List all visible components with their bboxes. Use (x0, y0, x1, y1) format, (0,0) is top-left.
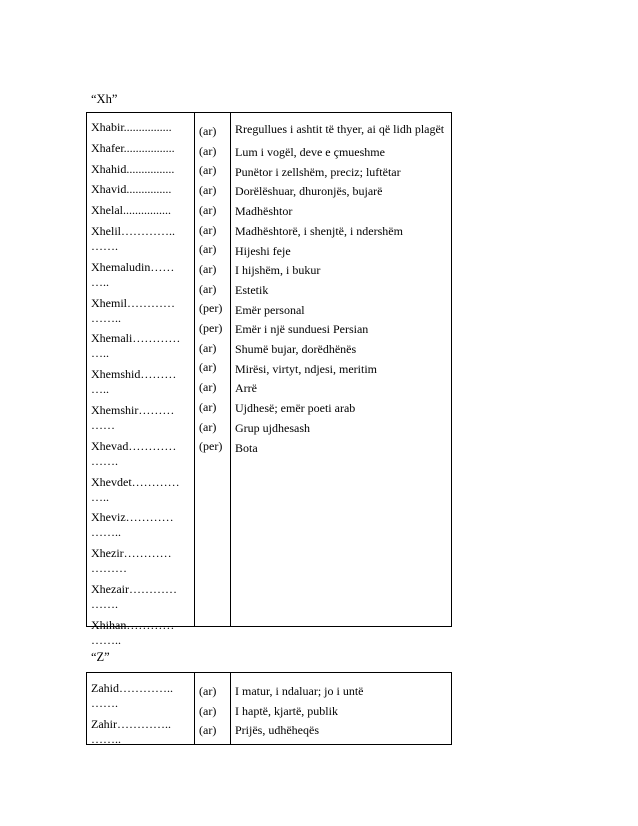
name-entry: Xhemshir……… …… (91, 402, 175, 432)
origin-entry: (per) (199, 301, 223, 316)
meaning-entry: I matur, i ndaluar; jo i untë (235, 684, 364, 698)
meaning-entry: Prijës, udhëheqës (235, 723, 319, 738)
meaning-column (231, 673, 451, 744)
name-entry: Xhemshid……… ….. (91, 367, 177, 397)
names-table-z (86, 672, 452, 745)
meaning-entry: Estetik (235, 282, 269, 297)
name-entry: Xhezir………… ……… (91, 546, 172, 576)
origin-entry: (ar) (199, 242, 217, 257)
origin-entry: (ar) (199, 183, 217, 198)
section-heading-xh: “Xh” (91, 92, 118, 106)
origin-entry: (ar) (199, 380, 217, 395)
meaning-entry: Dorëlëshuar, dhuronjës, bujarë (235, 184, 383, 199)
name-entry: Xhafer................. (91, 140, 175, 155)
origin-entry: (per) (199, 321, 223, 336)
name-entry: Xhemaludin…… ….. (91, 259, 175, 289)
origin-entry: (ar) (199, 360, 217, 375)
origin-entry: (ar) (199, 419, 217, 434)
origin-entry: (ar) (199, 163, 217, 178)
meaning-entry: Punëtor i zellshëm, preciz; luftëtar (235, 164, 401, 179)
name-entry: Xheviz………… …….. (91, 510, 174, 540)
origin-entry: (ar) (199, 222, 217, 237)
name-entry: Xhihan………… …….. (91, 617, 175, 647)
meaning-entry: I haptë, kjartë, publik (235, 703, 338, 718)
origin-entry: (ar) (199, 399, 217, 414)
name-entry: Xhemil………… …….. (91, 295, 175, 325)
name-entry: Xhevdet………… ….. (91, 474, 180, 504)
origin-entry: (ar) (199, 723, 217, 738)
origin-entry: (ar) (199, 143, 217, 158)
origin-column (195, 113, 231, 626)
name-column (87, 113, 195, 647)
name-column (87, 673, 195, 744)
names-table-xh (86, 112, 452, 647)
name-entry: Xhemali………… ….. (91, 331, 181, 361)
meaning-entry: Hijeshi feje (235, 243, 291, 258)
meaning-entry: Grup ujdhesash (235, 420, 310, 435)
name-entry: Zahir………….. …….. (91, 716, 171, 746)
origin-entry: (ar) (199, 261, 217, 276)
origin-column (195, 673, 231, 744)
name-entry: Xhavid............... (91, 182, 172, 197)
meaning-entry: Madhështorë, i shenjtë, i ndershëm (235, 223, 403, 238)
name-entry: Xhezair………… ……. (91, 581, 177, 611)
name-entry: Xhahid................ (91, 161, 175, 176)
origin-entry: (ar) (199, 703, 217, 718)
origin-entry: (ar) (199, 684, 217, 698)
section-heading-z: “Z” (91, 650, 110, 664)
name-entry: Xhevad………… ……. (91, 438, 177, 468)
meaning-entry: Mirësi, virtyt, ndjesi, meritim (235, 361, 377, 376)
origin-entry: (ar) (199, 124, 217, 138)
name-entry: Xhabir................ (91, 120, 172, 134)
origin-entry: (per) (199, 439, 223, 454)
origin-entry: (ar) (199, 281, 217, 296)
meaning-entry: I hijshëm, i bukur (235, 263, 321, 278)
meaning-entry: Ujdhesë; emër poeti arab (235, 401, 356, 416)
meaning-entry: Arrë (235, 381, 257, 396)
name-entry: Xhelal................ (91, 203, 171, 218)
meaning-entry: Madhështor (235, 204, 293, 219)
meaning-entry: Bota (235, 440, 258, 455)
meaning-entry: Emër i një sunduesi Persian (235, 322, 369, 337)
origin-entry: (ar) (199, 340, 217, 355)
name-entry: Xhelil………….. ……. (91, 223, 175, 253)
name-entry: Zahid………….. ……. (91, 681, 173, 710)
origin-entry: (ar) (199, 202, 217, 217)
meaning-entry: Lum i vogël, deve e çmueshme (235, 145, 385, 159)
meaning-entry: Emër personal (235, 302, 305, 317)
meaning-entry: Shumë bujar, dorëdhënës (235, 342, 357, 357)
meaning-column (231, 113, 451, 626)
meaning-entry: Rregullues i ashtit të thyer, ai që lidh plagët (235, 122, 445, 136)
